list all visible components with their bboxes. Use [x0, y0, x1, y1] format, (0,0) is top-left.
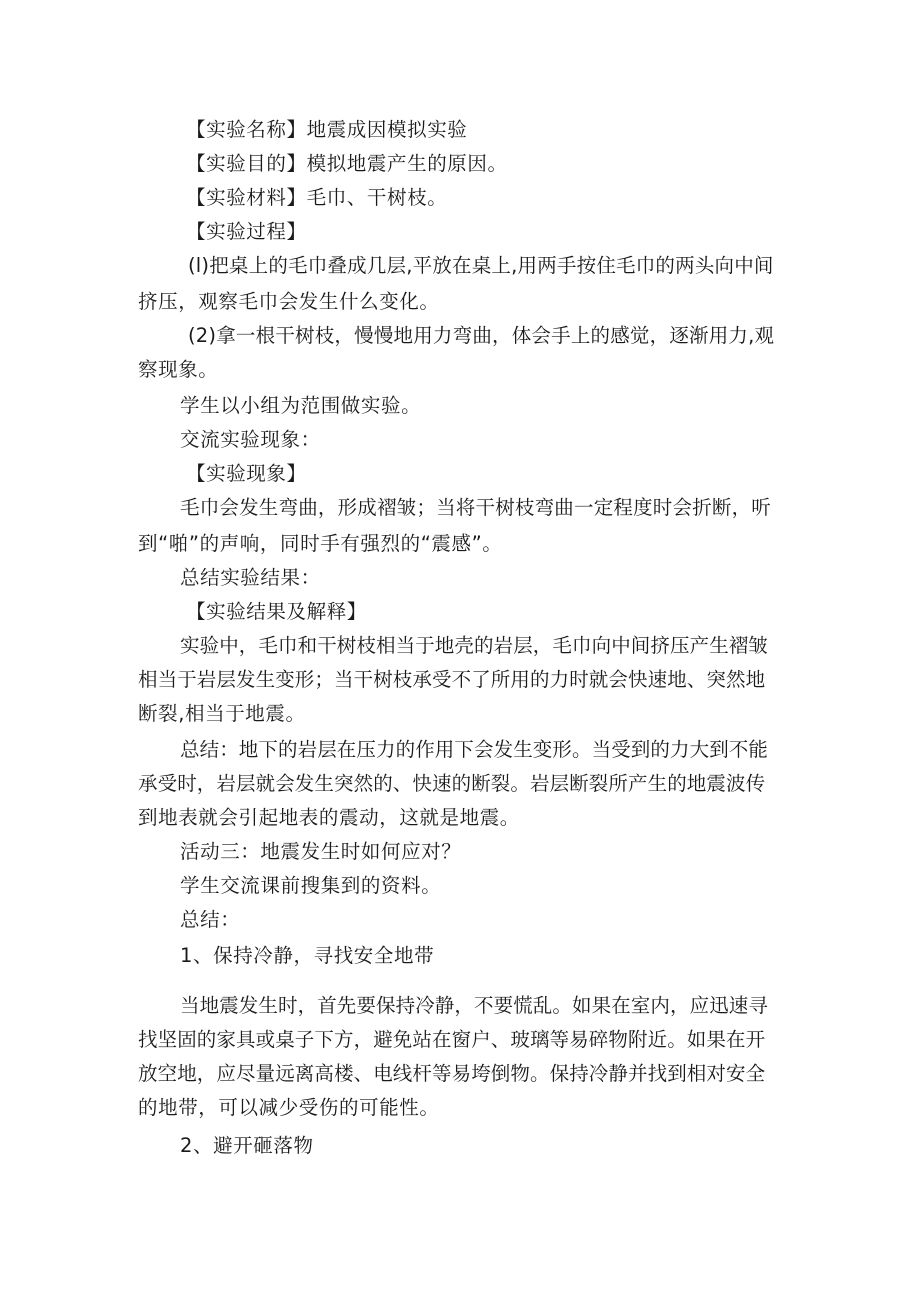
section-heading-2: 2、避开砸落物 — [180, 1134, 314, 1157]
process-step-2-cont: 察现象。 — [138, 358, 219, 381]
paragraph: 总结： — [180, 908, 241, 931]
paragraph: 交流实验现象： — [180, 428, 321, 451]
phenomenon-heading: 【实验现象】 — [186, 462, 307, 485]
paragraph: 当地震发生时，首先要保持冷静，不要慌乱。如果在室内，应迅速寻 — [180, 994, 769, 1017]
paragraph: 相当于岩层发生变形；当干树枝承受不了所用的力时就会快速地、突然地 — [138, 668, 766, 691]
paragraph: 总结实验结果： — [180, 566, 321, 589]
experiment-materials: 【实验材料】毛巾、干树枝。 — [186, 186, 448, 209]
paragraph: 学生以小组为范围做实验。 — [180, 394, 422, 417]
paragraph: 的地带，可以减少受伤的可能性。 — [138, 1096, 440, 1119]
process-step-1-cont: 挤压，观察毛巾会发生什么变化。 — [138, 290, 440, 313]
paragraph: 到地表就会引起地表的震动，这就是地震。 — [138, 806, 520, 829]
paragraph: 毛巾会发生弯曲，形成褶皱；当将干树枝弯曲一定程度时会折断，听 — [180, 496, 772, 519]
paragraph: 承受时，岩层就会发生突然的、快速的断裂。岩层断裂所产生的地震波传 — [138, 772, 766, 795]
paragraph: 到“啪”的声响，同时手有强烈的“震感”。 — [138, 532, 503, 555]
paragraph: 学生交流课前搜集到的资料。 — [180, 874, 442, 897]
activity-heading: 活动三：地震发生时如何应对？ — [180, 840, 462, 863]
process-step-1: (l)把桌上的毛巾叠成几层,平放在桌上,用两手按住毛巾的两头向中间 — [188, 254, 774, 277]
paragraph: 断裂,相当于地震。 — [138, 702, 306, 725]
paragraph: 实验中，毛巾和干树枝相当于地壳的岩层，毛巾向中间挤压产生褶皱 — [180, 634, 769, 657]
experiment-process-heading: 【实验过程】 — [186, 220, 307, 243]
section-heading-1: 1、保持冷静，寻找安全地带 — [180, 944, 435, 967]
result-heading: 【实验结果及解释】 — [186, 600, 367, 623]
process-step-2: (2)拿一根干树枝，慢慢地用力弯曲，体会手上的感觉，逐渐用力,观 — [188, 324, 775, 347]
paragraph: 找坚固的家具或桌子下方，避免站在窗户、玻璃等易碎物附近。如果在开 — [138, 1028, 766, 1051]
paragraph: 总结：地下的岩层在压力的作用下会发生变形。当受到的力大到不能 — [180, 738, 769, 761]
experiment-name: 【实验名称】地震成因模拟实验 — [186, 118, 468, 141]
paragraph: 放空地，应尽量远离高楼、电线杆等易垮倒物。保持冷静并找到相对安全 — [138, 1062, 766, 1085]
experiment-purpose: 【实验目的】模拟地震产生的原因。 — [186, 152, 508, 175]
